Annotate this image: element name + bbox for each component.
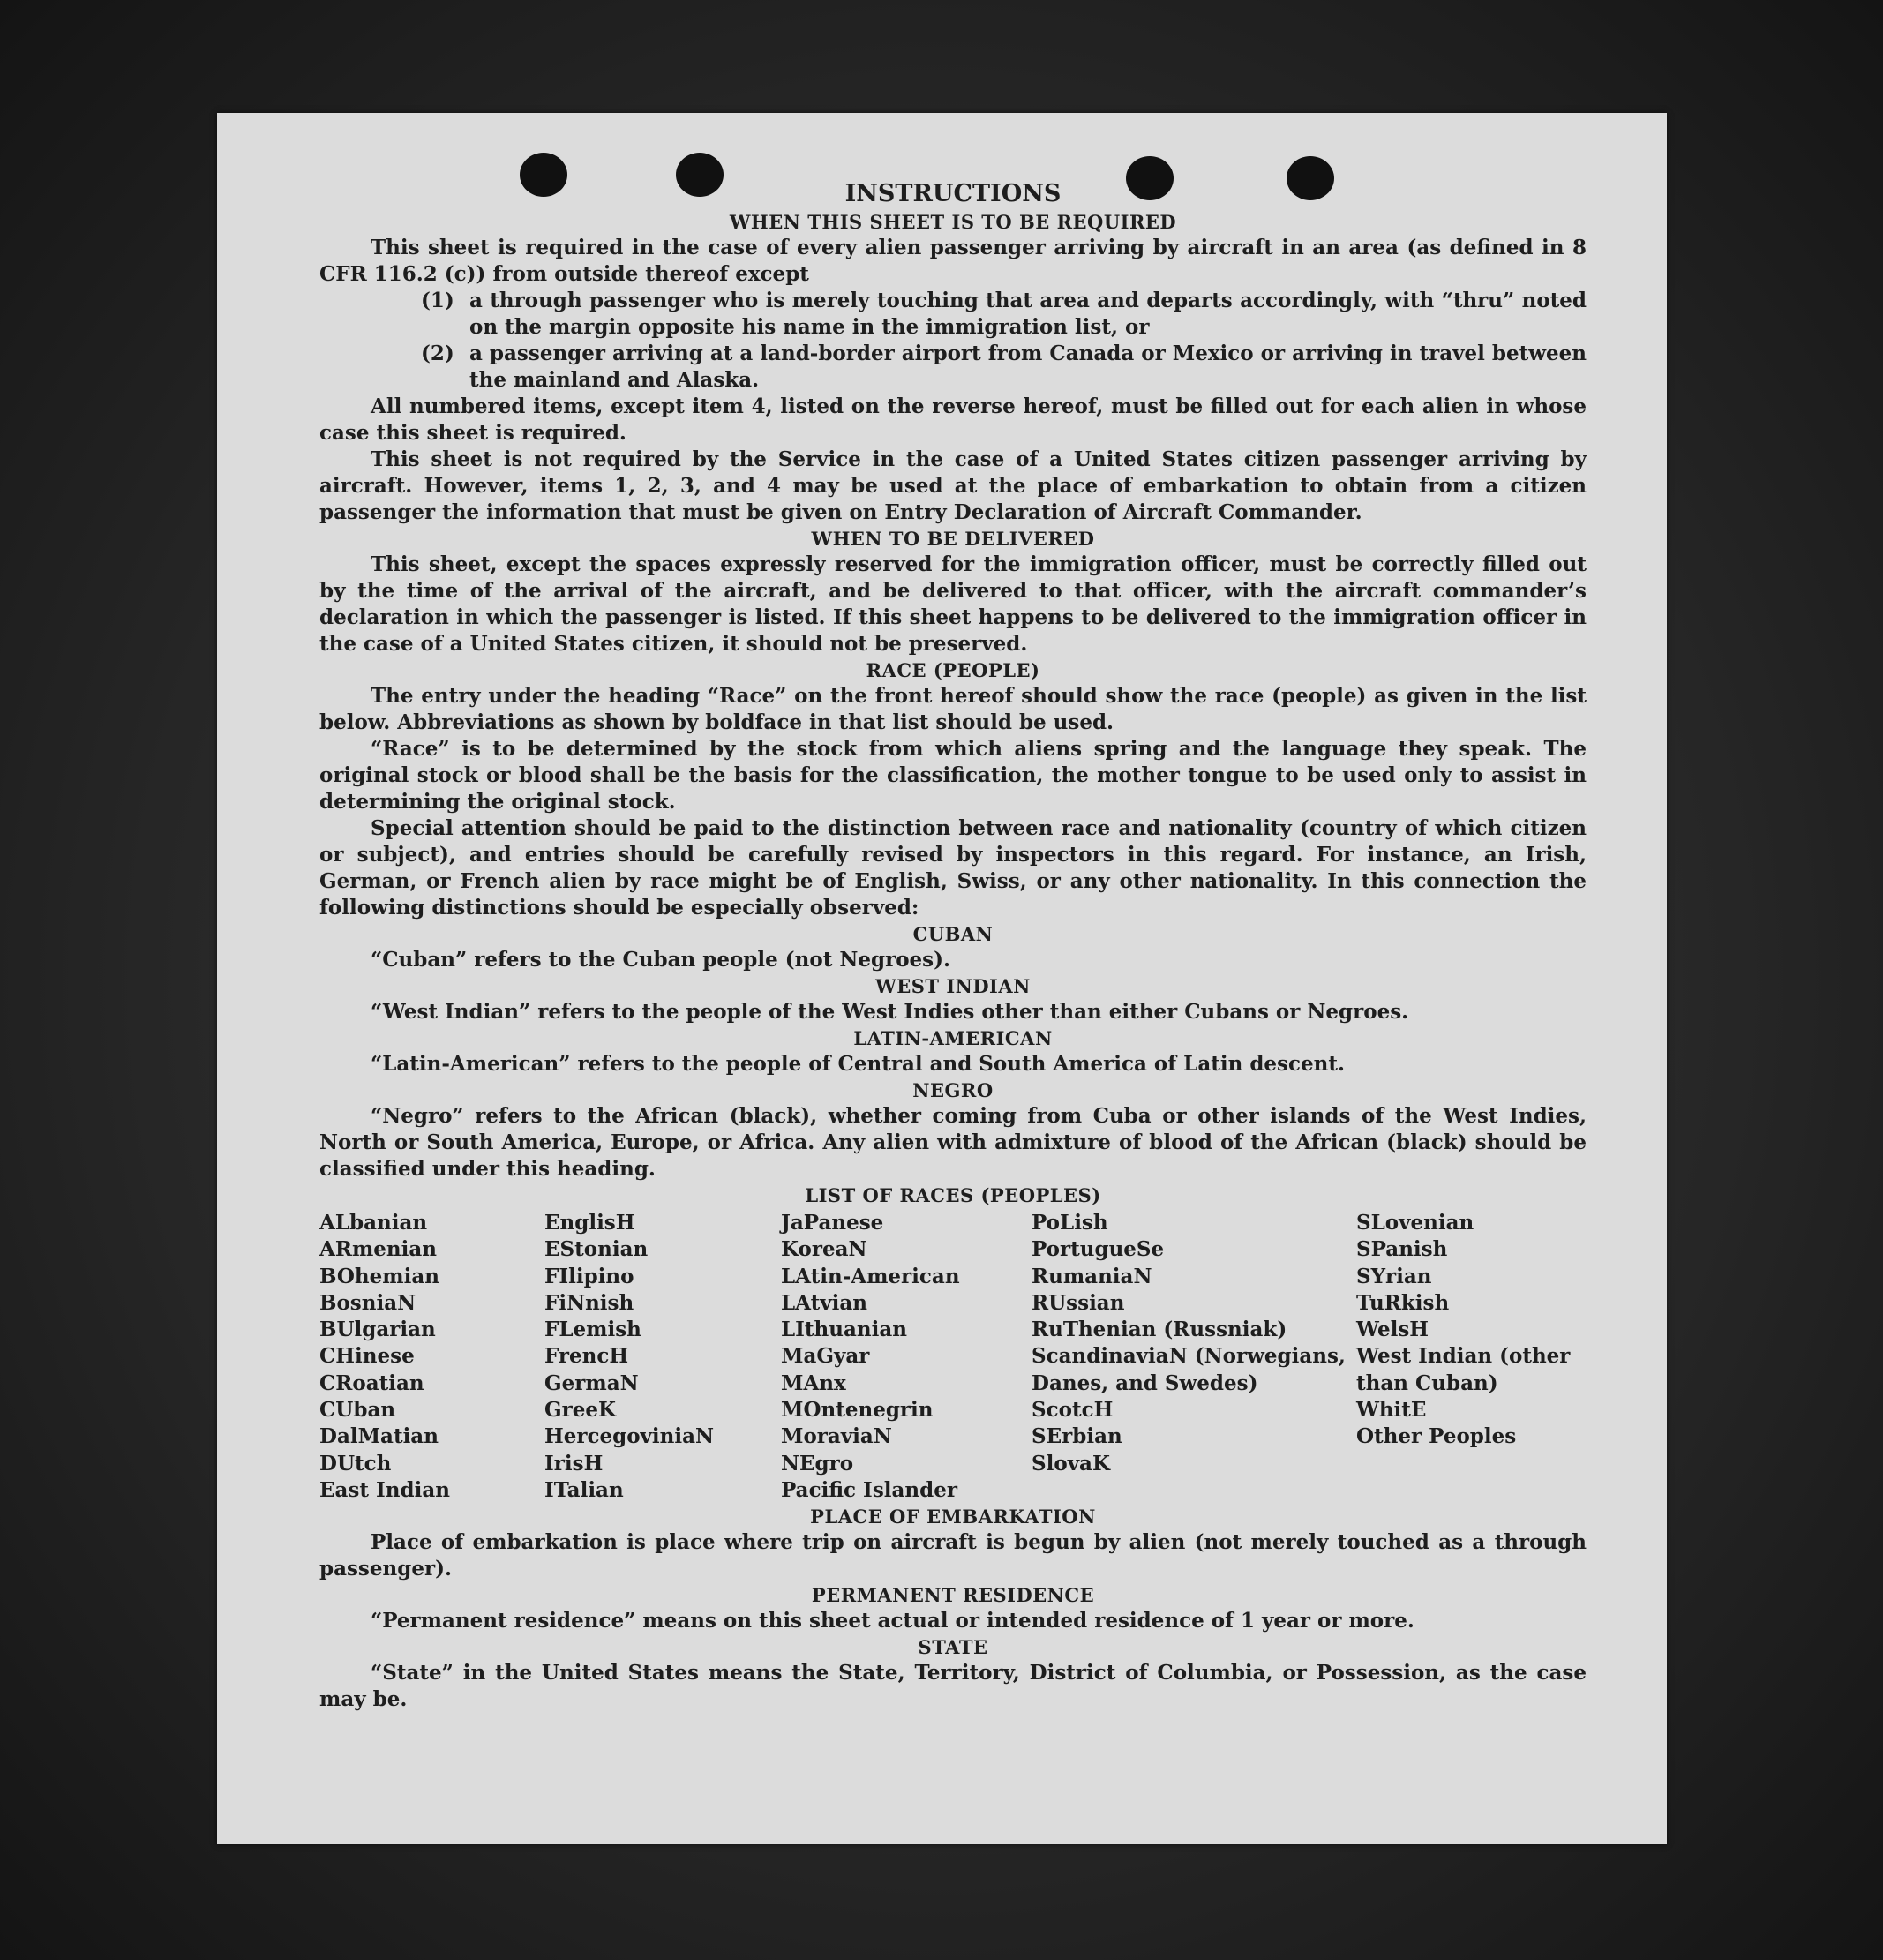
race-entry: MaGyar [781,1344,870,1369]
paragraph: Special attention should be paid to the distinction between race and nationality (country of which citizen or subject), and entries should be carefully revised by inspectors in this regard. For instance, an Irish, German, or French alien by race might be of English, Swiss, or any other nationality. In this connection the following distinctions should be especially observed: [319,816,1587,920]
race-entry: HercegoviniaN [544,1424,715,1449]
race-entry: ITalian [544,1477,624,1502]
races-column [781,1210,1032,1504]
section-heading: LATIN-AMERICAN [853,1027,1053,1049]
paragraph: Place of embarkation is place where trip on aircraft is begun by alien (not merely touched as a through passenger). [319,1530,1587,1581]
race-entry: SlovaK [1032,1451,1110,1476]
page-title: INSTRUCTIONS [844,180,1062,207]
instructions-content [319,179,1587,1713]
race-entry: SYrian [1356,1264,1432,1288]
item-number: (1) [421,289,454,312]
paragraph: “Permanent residence” means on this sheet actual or intended residence of 1 year or more. [371,1609,1414,1633]
race-entry: Other Peoples [1356,1424,1517,1449]
race-entry: MOntenegrin [781,1398,934,1423]
paragraph: The entry under the heading “Race” on the front hereof should show the race (people) as given in the list below. Abbreviations as shown by boldface in that list should be used. [319,684,1587,734]
section-heading: STATE [918,1636,988,1659]
race-entry: ALbanian [319,1211,428,1235]
paragraph: This sheet, except the spaces expressly reserved for the immigration officer, must be correctly filled out by the time of the arrival of the aircraft, and be delivered to that officer, with the aircraft commander’s declaration in which the passenger is listed. If this sheet happens to be delivered to the immigration officer in the case of a United States citizen, it should not be preserved. [319,552,1587,656]
race-entry: BUlgarian [319,1318,436,1342]
race-entry: CRoatian [319,1370,424,1395]
race-entry: LIthuanian [781,1318,907,1342]
paragraph: “State” in the United States means the State, Territory, District of Columbia, or Possession, as the case may be. [319,1661,1587,1712]
race-entry: BOhemian [319,1264,439,1288]
item-text: a passenger arriving at a land-border airport from Canada or Mexico or arriving in travel between the mainland and Alaska. [469,342,1587,392]
race-entry: LAtvian [781,1290,867,1315]
race-entry: FiNnish [544,1290,634,1315]
section-heading: WHEN THIS SHEET IS TO BE REQUIRED [729,211,1177,233]
race-entry: West Indian (other than Cuban) [1356,1344,1571,1395]
section-heading: PERMANENT RESIDENCE [811,1584,1095,1607]
race-entry: CHinese [319,1344,415,1369]
race-entry: East Indian [319,1477,450,1502]
paragraph: “Negro” refers to the African (black), whether coming from Cuba or other islands of the West Indies, North or South America, Europe, or Africa. Any alien with admixture of blood of the African (black) should be classified under this heading. [319,1104,1587,1181]
race-entry: NEgro [781,1451,854,1476]
races-list [319,1210,1587,1504]
race-entry: SPanish [1356,1237,1448,1262]
race-entry: PoLish [1032,1211,1108,1235]
race-entry: IrisH [544,1451,604,1476]
races-column [1356,1210,1587,1504]
list-item [421,341,1587,394]
race-entry: DalMatian [319,1424,439,1449]
paragraph: “Race” is to be determined by the stock from which aliens spring and the language they speak. The original stock or blood shall be the basis for the classification, the mother tongue to be used only to assist in determining the original stock. [319,737,1587,814]
race-entry: RuThenian (Russniak) [1032,1318,1287,1342]
document-sheet [217,113,1667,1844]
section-heading: PLACE OF EMBARKATION [810,1506,1096,1528]
list-item [421,288,1587,341]
race-entry: SErbian [1032,1424,1122,1449]
race-entry: WelsH [1356,1318,1429,1342]
race-entry: DUtch [319,1451,392,1476]
race-entry: ScandinaviaN (Norwegians, Danes, and Swedes) [1032,1344,1346,1395]
races-column [544,1210,781,1504]
paragraph: This sheet is required in the case of every alien passenger arriving by aircraft in an area (as defined in 8 CFR 116.2 (c)) from outside thereof except [319,236,1587,286]
race-entry: Pacific Islander [781,1477,957,1502]
paragraph: This sheet is not required by the Service in the case of a United States citizen passenger arriving by aircraft. However, items 1, 2, 3, and 4 may be used at the place of embarkation to obtain from a citizen passenger the information that must be given on Entry Declaration of Aircraft Commander. [319,447,1587,524]
section-heading: CUBAN [912,923,994,945]
race-entry: SLovenian [1356,1211,1474,1235]
race-entry: RumaniaN [1032,1264,1152,1288]
section-heading: NEGRO [912,1079,994,1101]
race-entry: ARmenian [319,1237,438,1262]
paragraph: All numbered items, except item 4, listed on the reverse hereof, must be filled out for each alien in whose case this sheet is required. [319,394,1587,445]
race-entry: RUssian [1032,1290,1125,1315]
race-entry: EnglisH [544,1211,635,1235]
races-column [1032,1210,1356,1504]
race-entry: EStonian [544,1237,649,1262]
race-entry: ScotcH [1032,1398,1114,1423]
race-entry: PortugueSe [1032,1237,1165,1262]
race-entry: LAtin-American [781,1264,960,1288]
paragraph: “Latin-American” refers to the people of Central and South America of Latin descent. [371,1052,1345,1076]
race-entry: KoreaN [781,1237,867,1262]
race-entry: CUban [319,1398,396,1423]
section-heading: WEST INDIAN [875,975,1031,997]
race-entry: FLemish [544,1318,641,1342]
race-entry: FIlipino [544,1264,634,1288]
race-entry: MoraviaN [781,1424,892,1449]
item-text: a through passenger who is merely touching that area and departs accordingly, with “thru” noted on the margin opposite his name in the immigration list, or [469,289,1587,339]
race-entry: FrencH [544,1344,629,1369]
race-entry: WhitE [1356,1398,1427,1423]
races-heading: LIST OF RACES (PEOPLES) [805,1184,1101,1206]
paragraph: “Cuban” refers to the Cuban people (not Negroes). [371,948,951,972]
race-entry: MAnx [781,1370,846,1395]
race-entry: GermaN [544,1370,639,1395]
races-column [319,1210,544,1504]
race-entry: JaPanese [781,1211,884,1235]
paragraph: “West Indian” refers to the people of the West Indies other than either Cubans or Negroes. [371,1000,1409,1024]
race-entry: GreeK [544,1398,617,1423]
section-heading: RACE (PEOPLE) [866,659,1040,681]
race-entry: TuRkish [1356,1290,1450,1315]
section-heading: WHEN TO BE DELIVERED [811,528,1095,550]
race-entry: BosniaN [319,1290,416,1315]
item-number: (2) [421,342,454,365]
